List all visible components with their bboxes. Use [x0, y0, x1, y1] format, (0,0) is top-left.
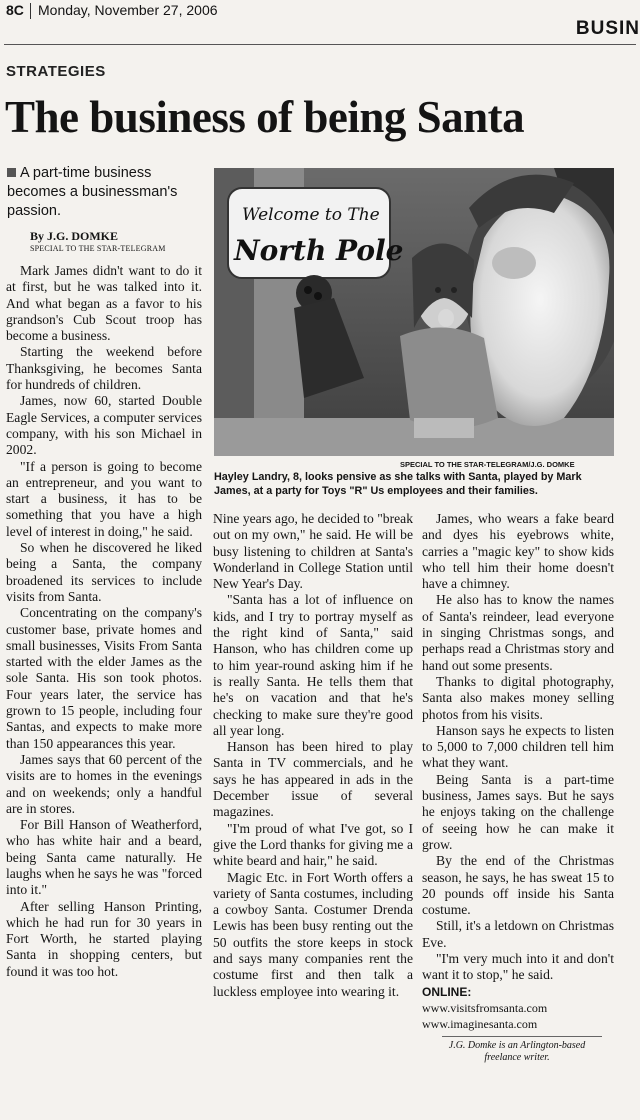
issue-date: Monday, November 27, 2006 — [38, 2, 218, 18]
paragraph: Still, it's a letdown on Christmas Eve. — [422, 918, 614, 950]
section-name: BUSIN — [575, 18, 640, 39]
author-note: J.G. Domke is an Arlington-based freelance writer. — [448, 1039, 586, 1063]
headline: The business of being Santa — [5, 92, 525, 142]
article-column-2 — [213, 511, 413, 1000]
paragraph: He also has to know the names of Santa's reindeer, lead everyone in singing Christmas songs, and perhaps read a Christmas story and hand out some presents. — [422, 592, 614, 673]
paragraph: By the end of the Christmas season, he says, he has sweat 15 to 20 pounds off inside his Santa costume. — [422, 853, 614, 918]
paragraph: James, now 60, started Double Eagle Services, a computer services company, with his son Michael in 2002. — [6, 393, 202, 458]
paragraph: Nine years ago, he decided to "break out on my own," he said. He will be busy listening to children at Santa's Wonderland in College Station until New Year's Day. — [213, 511, 413, 592]
paragraph: Hanson has been hired to play Santa in TV commercials, and he says he has appeared in ads in the December issue of several magazines. — [213, 739, 413, 820]
sign-line1: Welcome to The — [242, 205, 380, 225]
paragraph: James says that 60 percent of the visits are to homes in the evenings and on weekends; only a handful are in stores. — [6, 751, 202, 816]
page-number: 8C — [6, 2, 24, 18]
paragraph: James, who wears a fake beard and dyes his eyebrows white, carries a "magic key" to show kids who tell him their home doesn't have a chimney. — [422, 511, 614, 592]
photo-caption: Hayley Landry, 8, looks pensive as she talks with Santa, played by Mark James, at a party for Toys "R" Us employees and their families. — [214, 471, 582, 497]
paragraph: Magic Etc. in Fort Worth offers a variety of Santa costumes, including a cowboy Santa. Costumer Drenda Lewis has been busy renting out the 50 outfits the store keeps in stock and says many companies rent the costume first and then talk a luckless employee into wearing it. — [213, 869, 413, 999]
top-rule — [4, 44, 636, 45]
photo-illustration — [214, 168, 614, 456]
paragraph: "I'm proud of what I've got, so I give the Lord thanks for giving me a white beard and hair," he said. — [213, 820, 413, 869]
kicker: STRATEGIES — [6, 63, 106, 80]
photo-credit: SPECIAL TO THE STAR-TELEGRAM/J.G. DOMKE — [400, 460, 575, 469]
paragraph: "I'm very much into it and don't want it to stop," he said. — [422, 951, 614, 983]
paragraph: Concentrating on the company's customer base, private homes and small businesses, Visits From Santa started with the elder James as the sole Santa. His son took photos. Four years later, the service has grown to 15 people, including four Santas, and expects to make more than 150 appearances this year. — [6, 605, 202, 751]
paragraph: So when he discovered he liked being a Santa, the company broadened its services to include visits from Santa. — [6, 540, 202, 604]
masthead — [0, 0, 640, 39]
santa-photo — [214, 168, 614, 456]
paragraph: "Santa has a lot of influence on kids, and I try to portray myself as the right kind of Santa," said Hanson, who has children come up to him year-round asking him if he is really Santa. He tells them that he's on vacation and that he's checking to make sure they're good all year long. — [213, 592, 413, 738]
article-column-3 — [422, 511, 614, 1064]
online-link[interactable]: www.imaginesanta.com — [422, 1016, 538, 1031]
deck-text: A part-time business becomes a businessman's passion. — [7, 165, 178, 219]
byline-credit: SPECIAL TO THE STAR-TELEGRAM — [30, 244, 166, 253]
deck — [7, 164, 207, 221]
online-link[interactable]: www.visitsfromsanta.com — [422, 1000, 548, 1015]
deck-square-icon — [7, 168, 16, 177]
online-label: ONLINE: — [422, 984, 472, 999]
paragraph: Starting the weekend before Thanksgiving, he becomes Santa for hundreds of children. — [6, 344, 202, 393]
paragraph: After selling Hanson Printing, which he had run for 30 years in Fort Worth, he started playing Santa in shopping centers, but found it was too hot. — [6, 898, 202, 979]
masthead-separator — [30, 3, 31, 19]
sign-line2: North Pole — [234, 234, 404, 267]
paragraph: Hanson says he expects to listen to 5,000 to 7,000 children tell him what they want. — [422, 722, 614, 771]
paragraph: For Bill Hanson of Weatherford, who has white hair and a beard, being Santa came naturally. He laughs when he says he was "forced into it." — [6, 817, 202, 898]
article-column-1 — [6, 263, 202, 980]
paragraph: "If a person is going to become an entrepreneur, and you want to start a business, it has to be something that you have a high level of interest in doing," he said. — [6, 458, 202, 539]
paragraph: Mark James didn't want to do it at first, but he was talked into it. And what began as a favor to his grandson's Cub Scout troop has become a business. — [6, 263, 202, 344]
byline-name: By J.G. DOMKE — [30, 229, 119, 243]
paragraph: Being Santa is a part-time business, James says. But he says he enjoys taking on the challenge of seeing how he can make it grow. — [422, 771, 614, 852]
paragraph: Thanks to digital photography, Santa also makes money selling photos from his visits. — [422, 673, 614, 722]
author-rule — [442, 1036, 602, 1037]
